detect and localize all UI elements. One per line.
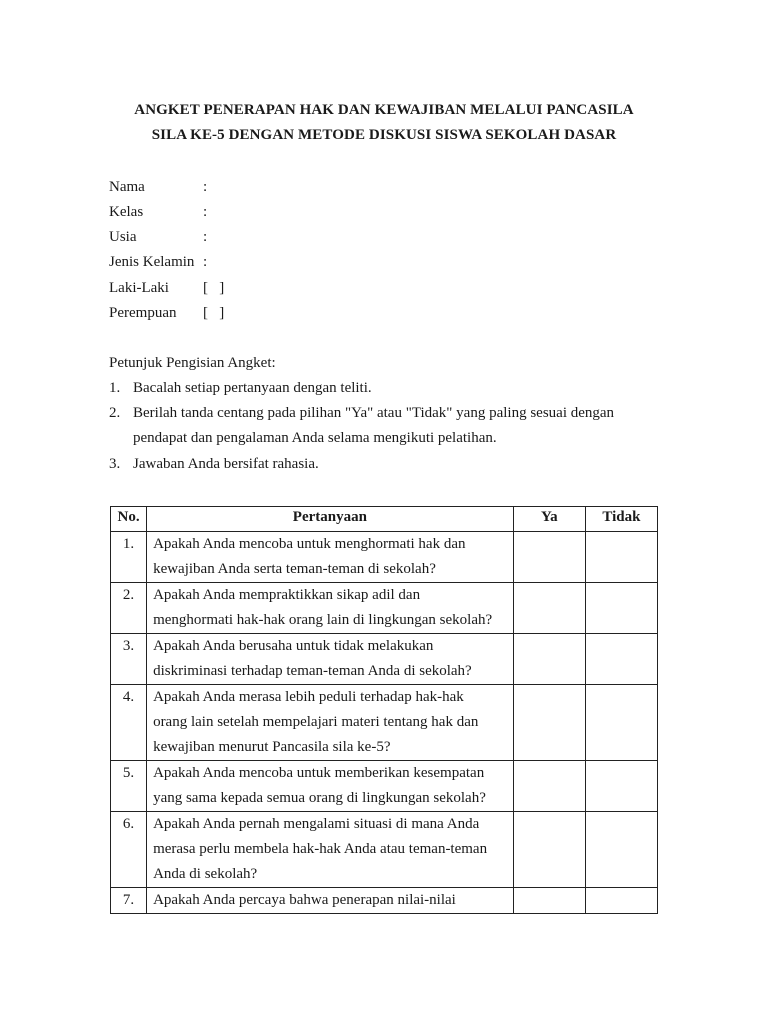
- field-value: :: [203, 254, 208, 270]
- row-number: 6.: [111, 812, 147, 888]
- answer-no-cell[interactable]: [585, 685, 657, 761]
- instruction-text: Bacalah setiap pertanyaan dengan teliti.: [133, 380, 372, 396]
- table-body: [111, 532, 658, 914]
- field-perempuan: [109, 305, 224, 322]
- field-kelas: [109, 204, 207, 221]
- field-label: Nama: [109, 179, 145, 195]
- header-no: No.: [111, 507, 147, 532]
- question-text-line: Apakah Anda berusaha untuk tidak melakukan: [153, 638, 434, 654]
- table-header-row: [111, 507, 658, 532]
- question-cell: [147, 812, 514, 888]
- question-text-line: yang sama kepada semua orang di lingkungan sekolah?: [153, 790, 486, 806]
- instruction-item-3: [109, 456, 319, 473]
- field-laki-laki: [109, 280, 224, 297]
- question-text-line: kewajiban Anda serta teman-teman di sekolah?: [153, 561, 436, 577]
- question-text-line: kewajiban menurut Pancasila sila ke-5?: [153, 739, 391, 755]
- row-number: 3.: [111, 634, 147, 685]
- question-text-line: Apakah Anda percaya bahwa penerapan nilai-nilai: [153, 892, 456, 908]
- answer-no-cell[interactable]: [585, 888, 657, 914]
- answer-yes-cell[interactable]: [513, 685, 585, 761]
- checkbox-laki-laki[interactable]: [ ]: [203, 280, 225, 296]
- instruction-number: 2.: [109, 405, 121, 421]
- instruction-item-1: [109, 380, 372, 397]
- question-text-line: merasa perlu membela hak-hak Anda atau teman-teman: [153, 841, 488, 857]
- answer-yes-cell[interactable]: [513, 888, 585, 914]
- header-yes: Ya: [513, 507, 585, 532]
- row-number: 7.: [111, 888, 147, 914]
- answer-yes-cell[interactable]: [513, 532, 585, 583]
- instruction-number: 3.: [109, 456, 121, 472]
- question-text-line: Anda di sekolah?: [153, 866, 258, 882]
- instruction-number: 1.: [109, 380, 121, 396]
- question-cell: [147, 634, 514, 685]
- answer-no-cell[interactable]: [585, 583, 657, 634]
- instruction-item-2-continued: pendapat dan pengalaman Anda selama mengikuti pelatihan.: [133, 430, 497, 446]
- instruction-item-2: [109, 405, 614, 422]
- question-cell: [147, 761, 514, 812]
- question-text-line: Apakah Anda mencoba untuk memberikan kesempatan: [153, 765, 485, 781]
- table-row: [111, 532, 658, 583]
- question-text-line: orang lain setelah mempelajari materi tentang hak dan: [153, 714, 479, 730]
- answer-yes-cell[interactable]: [513, 761, 585, 812]
- field-label: Perempuan: [109, 305, 177, 321]
- answer-no-cell[interactable]: [585, 532, 657, 583]
- question-cell: [147, 532, 514, 583]
- field-value: :: [203, 204, 208, 220]
- question-cell: [147, 685, 514, 761]
- table-row: [111, 634, 658, 685]
- question-text-line: Apakah Anda merasa lebih peduli terhadap hak-hak: [153, 689, 464, 705]
- table-row: [111, 583, 658, 634]
- table-row: [111, 761, 658, 812]
- field-label: Kelas: [109, 204, 144, 220]
- table-row: [111, 888, 658, 914]
- answer-yes-cell[interactable]: [513, 634, 585, 685]
- row-number: 1.: [111, 532, 147, 583]
- row-number: 5.: [111, 761, 147, 812]
- header-no-answer: Tidak: [585, 507, 657, 532]
- answer-no-cell[interactable]: [585, 812, 657, 888]
- question-text-line: Apakah Anda mencoba untuk menghormati hak dan: [153, 536, 466, 552]
- document-title-line-1: ANGKET PENERAPAN HAK DAN KEWAJIBAN MELALUI PANCASILA: [134, 102, 634, 118]
- table-row: [111, 685, 658, 761]
- question-cell: [147, 583, 514, 634]
- questionnaire-table: [110, 506, 658, 914]
- instruction-text: Jawaban Anda bersifat rahasia.: [133, 456, 319, 472]
- question-text-line: diskriminasi terhadap teman-teman Anda di sekolah?: [153, 663, 472, 679]
- field-value: :: [203, 229, 208, 245]
- header-question: Pertanyaan: [147, 507, 514, 532]
- question-text-line: menghormati hak-hak orang lain di lingkungan sekolah?: [153, 612, 493, 628]
- row-number: 4.: [111, 685, 147, 761]
- answer-no-cell[interactable]: [585, 634, 657, 685]
- field-label: Laki-Laki: [109, 280, 169, 296]
- question-cell: [147, 888, 514, 914]
- document-title-line-2: SILA KE-5 DENGAN METODE DISKUSI SISWA SEKOLAH DASAR: [151, 127, 617, 143]
- instructions-heading: Petunjuk Pengisian Angket:: [109, 355, 276, 371]
- field-label: Jenis Kelamin: [109, 254, 195, 270]
- field-jenis-kelamin: [109, 254, 207, 271]
- field-nama: [109, 179, 207, 196]
- field-value: :: [203, 179, 208, 195]
- row-number: 2.: [111, 583, 147, 634]
- field-label: Usia: [109, 229, 137, 245]
- checkbox-perempuan[interactable]: [ ]: [203, 305, 225, 321]
- question-text-line: Apakah Anda mempraktikkan sikap adil dan: [153, 587, 421, 603]
- answer-yes-cell[interactable]: [513, 812, 585, 888]
- instruction-text: Berilah tanda centang pada pilihan "Ya" atau "Tidak" yang paling sesuai dengan: [133, 405, 615, 421]
- field-usia: [109, 229, 207, 246]
- question-text-line: Apakah Anda pernah mengalami situasi di mana Anda: [153, 816, 480, 832]
- answer-no-cell[interactable]: [585, 761, 657, 812]
- answer-yes-cell[interactable]: [513, 583, 585, 634]
- table-row: [111, 812, 658, 888]
